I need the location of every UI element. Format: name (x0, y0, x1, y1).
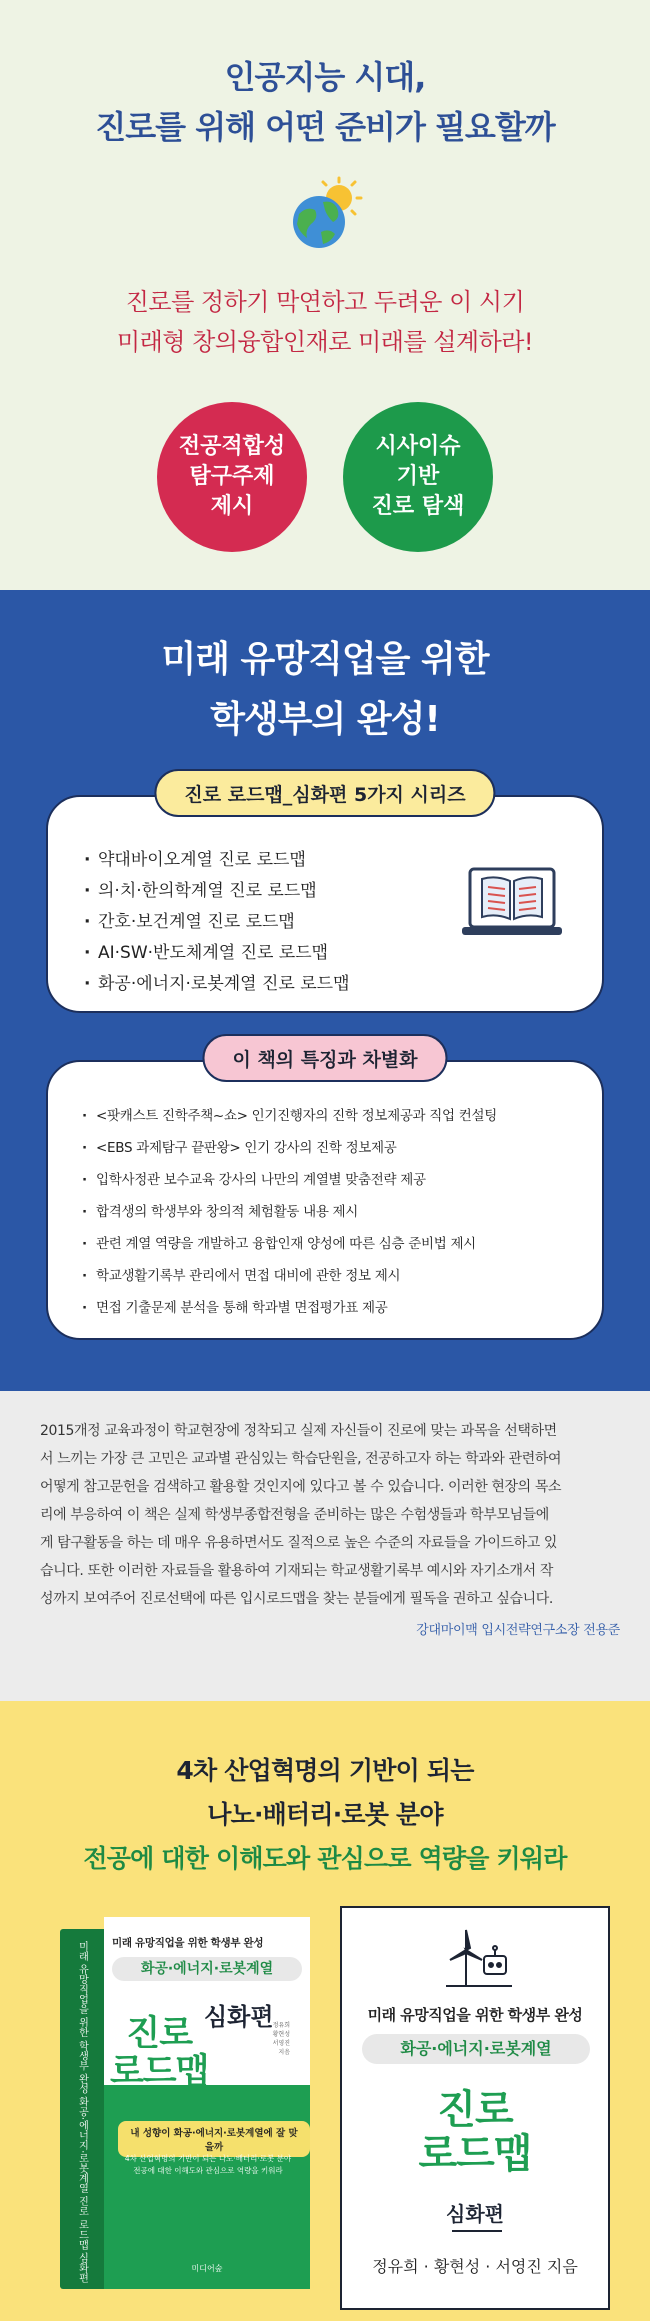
cover-author: 서영진 (272, 2040, 290, 2047)
series-list (84, 845, 350, 1000)
intro-headline (0, 0, 650, 152)
cover-title-line: 진로 (126, 2014, 193, 2054)
frame-field: 화공·에너지·로봇계열 (362, 2034, 590, 2064)
book-headline (0, 1701, 650, 1881)
frame-title-line: 로드맵 (418, 2131, 532, 2177)
cover-field: 화공·에너지·로봇계열 (112, 1957, 302, 1981)
list-item-text: 관련 계열 역량을 개발하고 융합인재 양성에 따른 심층 준비법 제시 (96, 1236, 476, 1252)
review-line: 성까지 보여주어 진로선택에 따른 입시로드맵을 찾는 분들에게 필독을 권하고 싶습니다. (40, 1591, 553, 1607)
cover-blurb-line: 4차 산업혁명의 기반이 되는 나노·배터리·로봇 분야 (124, 2154, 292, 2163)
intro-subline-line1: 진로를 정하기 막연하고 두려운 이 시기 (125, 288, 525, 316)
bullet: · (84, 943, 91, 963)
bullet: · (84, 912, 91, 932)
globe-sun-icon (285, 176, 365, 256)
review-line: 2015개정 교육과정이 학교현장에 정착되고 실제 자신들이 진로에 맞는 과목을 선택하면 (40, 1423, 557, 1439)
features-headline-line1: 미래 유망직업을 위한 (161, 639, 489, 680)
list-item (82, 1196, 497, 1228)
cover-blurb (118, 2153, 298, 2177)
list-item-text: 학교생활기록부 관리에서 면접 대비에 관한 정보 제시 (96, 1268, 401, 1284)
bullet: · (84, 850, 91, 870)
list-item (82, 1132, 497, 1164)
frame-title-line: 진로 (437, 2087, 513, 2133)
list-item (82, 1260, 497, 1292)
cover-blurb-line: 전공에 대한 이해도와 관심으로 역량을 키워라 (133, 2166, 283, 2175)
divider (452, 2230, 502, 2232)
badge-text: 시사이슈 (375, 434, 461, 459)
list-item-text: AI·SW·반도체계열 진로 로드맵 (98, 943, 329, 963)
list-item (84, 938, 350, 969)
cover-series: 미래 유망직업을 위한 학생부 완성 (112, 1937, 264, 1949)
frame-authors: 정유희 · 황현성 · 서영진 지음 (372, 2257, 578, 2276)
features-headline-line2: 학생부의 완성! (210, 699, 440, 740)
review-text (40, 1417, 616, 1613)
list-item (84, 876, 350, 907)
frame-title (342, 2088, 608, 2176)
badge-major-fit (157, 402, 307, 552)
badge-text: 탐구주제 (189, 464, 275, 489)
cover-title (110, 2015, 208, 2091)
intro-section (0, 0, 650, 590)
bullet: · (82, 1140, 87, 1156)
list-item-text: 약대바이오계열 진로 로드맵 (98, 850, 306, 870)
bullet: · (82, 1108, 87, 1124)
book-section (0, 1701, 650, 2321)
list-item-text: <팟캐스트 진학주책~쇼> 인기진행자의 진학 정보제공과 직업 컨설팅 (96, 1108, 497, 1124)
cover-title-line: 로드맵 (110, 2052, 209, 2092)
features-headline (0, 590, 650, 750)
list-item (84, 907, 350, 938)
bullet: · (82, 1268, 87, 1284)
intro-headline-line2: 진로를 위해 어떤 준비가 필요할까 (95, 108, 555, 146)
intro-subline-line2: 미래형 창의융합인재로 미래를 설계하라! (116, 328, 534, 356)
book-spine: 미래 유망직업을 위한 학생부 완성 화공·에너지·로봇계열 진로 로드맵 심화편 (60, 1929, 104, 2289)
frame-series: 미래 유망직업을 위한 학생부 완성 (367, 2006, 583, 2024)
list-item (82, 1100, 497, 1132)
bullet: · (82, 1236, 87, 1252)
bullet: · (84, 881, 91, 901)
review-section (0, 1391, 650, 1701)
intro-headline-line1: 인공지능 시대, (224, 58, 426, 96)
list-item (82, 1228, 497, 1260)
bullet: · (84, 974, 91, 994)
badge-current-issues (343, 402, 493, 552)
list-item (84, 845, 350, 876)
book-headline-line1: 4차 산업혁명의 기반이 되는 (176, 1756, 474, 1785)
book-cover-3d (60, 1917, 310, 2289)
badge-text: 전공적합성 (178, 434, 286, 459)
list-item-text: 의·치·한의학계열 진로 로드맵 (98, 881, 317, 901)
book-cover (104, 1917, 310, 2289)
badge-text: 진로 탐색 (371, 494, 465, 519)
bullet: · (82, 1300, 87, 1316)
list-item-text: 입학사정관 보수교육 강사의 나만의 계열별 맞춤전략 제공 (96, 1172, 426, 1188)
book-title-frame (340, 1906, 610, 2310)
book-headline-line2: 나노·배터리·로봇 분야 (207, 1800, 443, 1829)
list-item-text: 면접 기출문제 분석을 통해 학과별 면접평가표 제공 (96, 1300, 388, 1316)
review-line: 게 탐구활동을 하는 데 매우 유용하면서도 질적으로 높은 수준의 자료들을 가이드하고 있 (40, 1535, 558, 1551)
bullet: · (82, 1172, 87, 1188)
frame-edition: 심화편 (446, 2202, 504, 2226)
list-item-text: 화공·에너지·로봇계열 진로 로드맵 (98, 974, 350, 994)
review-line: 습니다. 또한 이러한 자료들을 활용하여 기재되는 학교생활기록부 예시와 자기소개서 작 (40, 1563, 553, 1579)
list-item-text: 합격생의 학생부와 창의적 체험활동 내용 제시 (96, 1204, 359, 1220)
badge-row (0, 402, 650, 552)
list-item (84, 969, 350, 1000)
cover-author: 황현성 (272, 2031, 290, 2038)
intro-subline (0, 282, 650, 362)
series-card-title: 진로 로드맵_심화편 5가지 시리즈 (154, 769, 495, 817)
list-item (82, 1164, 497, 1196)
review-author: 강대마이맥 입시전략연구소장 전용준 (416, 1623, 620, 1638)
cover-tag: 내 성향이 화공·에너지·로봇계열에 잘 맞을까 (118, 2121, 310, 2157)
bullet: · (82, 1204, 87, 1220)
differentiation-list (82, 1100, 497, 1324)
open-book-laptop-icon (460, 863, 564, 949)
cover-edition: 심화편 (204, 2003, 274, 2031)
list-item (82, 1292, 497, 1324)
review-line: 리에 부응하여 이 책은 실제 학생부종합전형을 준비하는 많은 수험생들과 학부모님들에 (40, 1507, 549, 1523)
series-card (46, 783, 604, 1013)
cover-author: 지음 (278, 2049, 290, 2056)
differentiation-card (46, 1048, 604, 1340)
review-line: 어떻게 참고문헌을 검색하고 활용할 것인지에 있다고 볼 수 있습니다. 이러한 현장의 목소 (40, 1479, 562, 1495)
review-line: 서 느끼는 가장 큰 고민은 교과별 관심있는 학습단원을, 전공하고자 하는 학과와 관련하여 (40, 1451, 562, 1467)
list-item-text: <EBS 과제탐구 끝판왕> 인기 강사의 진학 정보제공 (96, 1140, 397, 1156)
cover-author: 정유희 (272, 2022, 290, 2029)
differentiation-card-title: 이 책의 특징과 차별화 (202, 1034, 447, 1082)
badge-text: 기반 (396, 464, 440, 489)
wind-turbine-robot-icon (442, 1926, 516, 1990)
book-headline-line3: 전공에 대한 이해도와 관심으로 역량을 키워라 (83, 1844, 567, 1873)
features-section (0, 590, 650, 1391)
cover-authors (273, 2021, 290, 2057)
badge-text: 제시 (210, 494, 254, 519)
cover-publisher: 미디어숲 (191, 2264, 223, 2273)
list-item-text: 간호·보건계열 진로 로드맵 (98, 912, 295, 932)
